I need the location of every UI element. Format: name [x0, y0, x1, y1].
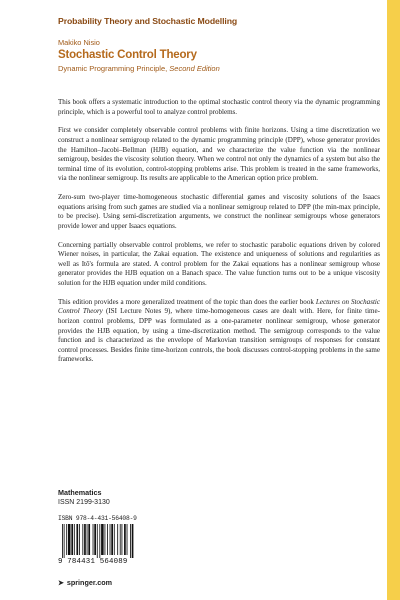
subject-block [58, 488, 110, 506]
barcode-bar [64, 524, 65, 558]
book-title: Stochastic Control Theory [58, 49, 197, 61]
barcode-bar [66, 524, 67, 555]
author-name: Makiko Nisio [58, 38, 100, 47]
subtitle-edition: Second Edition [169, 64, 220, 73]
accent-color-bar [387, 0, 400, 600]
barcode-bar [124, 524, 126, 555]
barcode-bar [87, 524, 88, 555]
blurb-paragraph-4: Concerning partially observable control problems, we refer to stochastic parabolic equations driven by colored Wiener noises, in particular, the Zakai equation. The existence and uniqueness of solutions and regularities as well as Itô's formula are stated. A control problem for the Zakai equations has a nonlinear semigroup whose generator provides the HJB equation on a Banach space. The value function turns out to be a unique viscosity solution for the HJB equation under mild conditions. [58, 240, 380, 287]
barcode-bar [130, 524, 131, 558]
barcode-bar [79, 524, 80, 555]
isbn-text: ISBN 978-4-431-56408-9 [58, 515, 137, 522]
isbn-barcode [58, 515, 166, 575]
barcode-bar [117, 524, 118, 555]
subtitle-main: Dynamic Programming Principle, [58, 64, 168, 73]
barcode-bar [94, 524, 96, 555]
barcode-bar [132, 524, 134, 558]
barcode-bar [107, 524, 108, 555]
barcode-bar [82, 524, 83, 555]
barcode-bar [76, 524, 78, 555]
blurb-paragraph-1: This book offers a systematic introduction to the optimal stochastic control theory via the dynamic programming principle, which is a powerful tool to analyze control problems. [58, 98, 380, 116]
barcode-bar [97, 524, 98, 558]
blurb-text [58, 98, 380, 374]
barcode-bar [110, 524, 111, 555]
barcode-digits: 9 784431 564089 [58, 558, 128, 566]
barcode-bar [74, 524, 75, 555]
springer-arrow-icon: ➤ [58, 579, 64, 587]
barcode-bar [127, 524, 128, 555]
barcode-bar [120, 524, 121, 555]
barcode-bar [122, 524, 123, 555]
issn-number: ISSN 2199-3130 [58, 499, 110, 506]
series-title: Probability Theory and Stochastic Modelling [58, 16, 238, 26]
barcode-bars [58, 524, 162, 558]
publisher-url: springer.com [66, 578, 113, 587]
barcode-bar [93, 524, 94, 555]
blurb-paragraph-2: First we consider completely observable control problems with finite horizons. Using a time discretization we construct a nonlinear semigroup related to the dynamic programming principle (DPP), whose generator provides the Hamilton–Jacobi–Bellman (HJB) equation, and we characterize the value function via the nonlinear semigroup, besides the viscosity solution theory. When we control not only the dynamics of a system but also the terminal time of its evolution, control-stopping problems arise. This problem is treated in the same frameworks, via the nonlinear semigroup. Its results are applicable to the American option price problem. [58, 126, 380, 183]
publisher-link[interactable] [58, 578, 112, 587]
barcode-bar [114, 524, 115, 555]
p5-text-before: This edition provides a more generalized treatment of the topic than does the earlier book [58, 297, 316, 306]
subject-label: Mathematics [58, 488, 102, 497]
barcode-bar [111, 524, 113, 555]
barcode-bar [71, 524, 73, 555]
barcode-bar [101, 524, 104, 555]
barcode-bar [84, 524, 86, 555]
p5-book-reference: Lectures on Stochastic Control Theory [58, 297, 380, 316]
blurb-paragraph-5 [58, 298, 380, 365]
book-subtitle [58, 64, 378, 73]
barcode-bar [88, 524, 90, 555]
blurb-paragraph-3: Zero-sum two-player time-homogeneous stochastic differential games and viscosity solutions of the Isaacs equations arising from such games are studied via a nonlinear semigroup related to DPP (the min-max principle, to be precise). Using semi-discretization arguments, we construct the nonlinear semigroups whose generators provide lower and upper Isaacs equations. [58, 193, 380, 230]
barcode-bar [62, 524, 63, 558]
barcode-bar [68, 524, 71, 555]
barcode-bar [99, 524, 100, 558]
book-header [58, 16, 378, 73]
p5-text-after: (ISI Lecture Notes 9), where time-homogeneous cases are dealt with. Here, for finite time-horizon control problems, DPP was formulated as a one-parameter nonlinear semigroup, whose generator provides the HJB equation, by using a time-discretization method. The semigroup corresponds to the value function and is characterized as the envelope of Markovian transition semigroups of responses for constant control processes. Besides finite time-horizon controls, the book discusses control-stopping problems in the same frameworks. [58, 307, 380, 364]
barcode-bar [105, 524, 106, 555]
